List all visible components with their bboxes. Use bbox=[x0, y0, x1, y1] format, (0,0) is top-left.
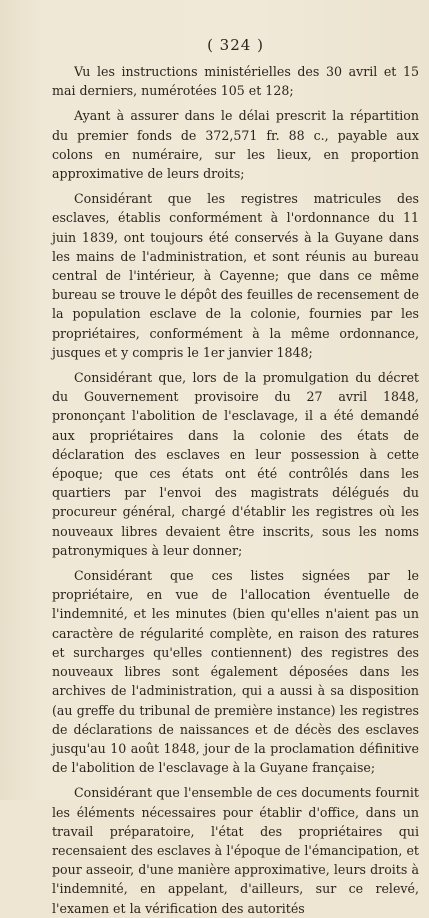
paragraph-1: Vu les instructions ministérielles des 30 avril et 15 mai derniers, numérotées 105 et 128; bbox=[52, 64, 419, 99]
paragraph-2: Ayant à assurer dans le délai prescrit la répartition du premier fonds de 372,571 fr. 88 c., payable aux colons en numéraire, sur les lieux, en proportion approximative de leurs droits; bbox=[52, 108, 419, 182]
paragraph-4: Considérant que, lors de la promulgation du décret du Gouvernement provisoire du 27 avril 1848, prononçant l'abolition de l'esclavage, il a été demandé aux propriétaires dans la colonie des états de déclaration des esclaves en leur possession à cette époque; que ces états ont été contrôlés dans les quartiers par l'envoi des magistrats délégués du procureur général, chargé d'établir les registres où les nouveaux libres devaient être inscrits, sous les noms patronymiques à leur donner; bbox=[52, 370, 419, 558]
paragraph-5: Considérant que ces listes signées par le propriétaire, en vue de l'allocation éventuelle de l'indemnité, et les minutes (bien qu'elles n'aient pas un caractère de régularité complète, en raison des ratures et surcharges qu'elles contiennent) des registres des nouveaux libres sont également déposées dans les archives de l'administration, qui a aussi à sa disposition (au greffe du tribunal de première instance) les registres de déclarations de naissances et de décès des esclaves jusqu'au 10 août 1848, jour de la proclamation définitive de l'abolition de l'esclavage à la Guyane française; bbox=[52, 568, 419, 776]
paragraph-3: Considérant que les registres matricules des esclaves, établis conformément à l'ordonnance du 11 juin 1839, ont toujours été conservés à la Guyane dans les mains de l'administration, et sont réunis au bureau central de l'intérieur, à Cayenne; que dans ce même bureau se trouve le dépôt des feuilles de recensement de la population esclave de la colonie, fournies par les propriétaires, conformément à la même ordonnance, jusques et y compris le 1er janvier 1848; bbox=[52, 191, 419, 360]
paragraph-6: Considérant que l'ensemble de ces documents fournit les éléments nécessaires pour établir d'office, dans un travail préparatoire, l'état des propriétaires qui recensaient des esclaves à l'époque de l'émancipation, et pour asseoir, d'une manière approximative, leurs droits à l'indemnité, en appelant, d'ailleurs, sur ce relevé, l'examen et la vérification des autorités bbox=[52, 785, 419, 916]
page-number: ( 324 ) bbox=[207, 36, 264, 54]
